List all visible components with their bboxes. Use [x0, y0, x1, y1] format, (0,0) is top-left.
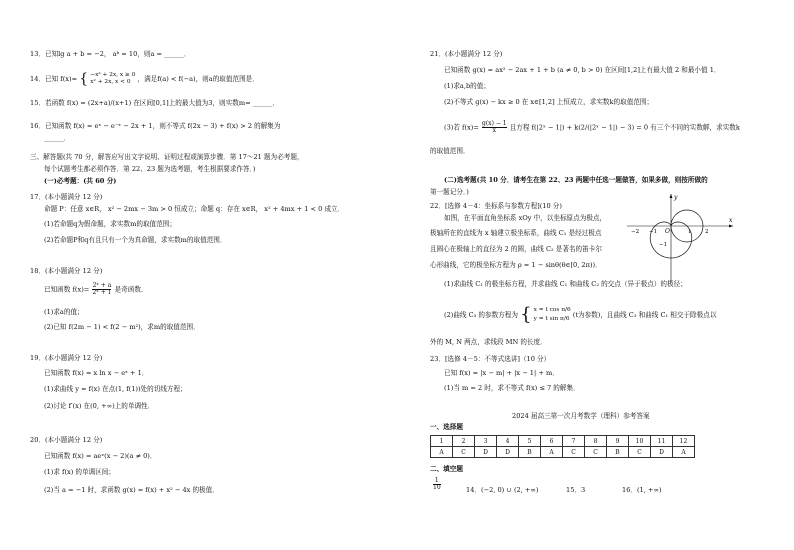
q18-prefix: 已知函数 — [44, 285, 71, 294]
answer-table-answer-row — [431, 447, 695, 458]
fill-15-answer: 15．3 — [566, 486, 586, 494]
answer-value-cell: C — [453, 447, 475, 458]
question-22-part2-end: 外的 M, N 两点，求线段 MN 的长度． — [430, 338, 547, 346]
q21-part3-suffix: 且方程 f(|2ˣ − 1|) + k(2/(|2ˣ − 1|) − 3) = 0 有三个不同的实数解，求实数k — [509, 123, 740, 132]
question-22-part2: (2)曲线 C₃ 的参数方程为 { x = t cos π/6 y = t sin π/6 (t为参数)，且曲线 C₃ 和曲线 C₁ 相交于除极点以 — [444, 304, 717, 325]
question-21-part1: (1)求a,b的值； — [444, 82, 490, 90]
q22-param-x: x = t cos π/6 — [533, 307, 571, 313]
answer-value-cell: C — [563, 447, 585, 458]
question-21-part3: (3)若 f(x)= $\frac{g(x) - 1}{x}$ 且方程 f(|2ˣ − 1|) + k(2/(|2ˣ − 1|) − 3) = 0 有三个不同的实数解，求实数k — [444, 120, 740, 134]
question-21-part3-end: 的取值范围． — [430, 147, 470, 155]
tick-label-neg2: −2 — [631, 229, 640, 235]
q21-fraction: $\frac{g(x) - 1}{x}$ — [482, 120, 507, 134]
answer-number-cell: 10 — [629, 436, 651, 447]
answer-value-cell: C — [629, 447, 651, 458]
answer-value-cell: A — [431, 447, 453, 458]
answer-section-choice: 一、选择题 — [430, 423, 463, 431]
origin-label: O — [665, 228, 670, 235]
q22-param-y: y = t sin π/6 — [533, 316, 570, 322]
question-22-line3: 且圆心在极轴上的直径为 2 的圆，曲线 C₂ 是著名的笛卡尔 — [430, 245, 602, 253]
answer-table — [430, 435, 695, 458]
answer-value-cell: B — [519, 447, 541, 458]
fill-13-denominator: 10 — [433, 484, 441, 491]
question-22-line1: 如图，在平面直角坐标系 xOy 中，以坐标原点为极点， — [444, 214, 607, 222]
question-17-title: 17．(本小题满分 12 分) — [30, 193, 103, 201]
question-18-stem: 已知函数 f(x)= $\frac{\text{2ˣ + a}}{\text{2ˣ + 1}}$ 是奇函数． — [44, 282, 148, 296]
question-23-part1: (1)当 m = 2 时，求不等式 f(x) ≤ 7 的解集． — [444, 384, 580, 392]
section-3-heading: 三、解答题(共 70 分，解答应写出文字说明、证明过程或演算步骤．第 17～21 题为必考题， — [30, 153, 304, 161]
fill-14-answer: 14．(−2, 0) ∪ (2, +∞) — [466, 486, 539, 494]
fill-13-fraction — [433, 478, 441, 491]
q14-piece1: −x² + 2x, x ≥ 0 — [90, 72, 136, 78]
answer-value-cell: A — [673, 447, 695, 458]
section-3-subheading: (一)必考题：(共 60 分) — [44, 177, 117, 185]
tick-label-1: 1 — [688, 229, 692, 235]
question-19-stem: 已知函数 f(x) = x ln x − eˣ + 1． — [44, 369, 149, 377]
question-18-part2: (2)已知 f(2m − 1) < f(2 − m²)，求m的取值范围． — [44, 323, 200, 331]
section-elective-line2: 第一题记分．) — [430, 188, 469, 196]
question-14: 14．已知 f(x)= { −x² + 2x, x ≥ 0 x² + 2x, x < 0 ，满足f(a) < f(−a)，则a的取值范围是． — [30, 71, 259, 87]
question-21-title: 21．(本小题满分 12 分) — [430, 50, 503, 58]
question-15: 15．若函数 f(x) = (2x+a)/(x+1) 在区间[0,1]上的最大值为3，则实数m= ______． — [30, 99, 280, 107]
question-22-line2: 极轴所在的直线为 x 轴建立极坐标系，曲线 C₁ 是经过极点 — [430, 229, 602, 237]
question-22-title: 22．[选修 4－4：坐标系与参数方程](10 分) — [430, 202, 562, 210]
section-elective-heading: (二)选考题(共 10 分．请考生在第 22、23 两题中任选一题做答，如果多做，则按所做的 — [444, 176, 708, 184]
question-22-line4: 心形曲线，它的极坐标方程为 ρ = 1 − sinθ(θ∈[0, 2π))． — [430, 261, 602, 269]
question-17-stem: 命题 P：任意 x∈R， x² − 2mx − 3m > 0 恒成立；命题 q：存在 x∈R， x² + 4mx + 1 < 0 成立． — [44, 205, 345, 213]
tick-label-2: 2 — [705, 229, 709, 235]
question-17-part2: (2)若命题P和q有且只有一个为真命题，求实数m的取值范围． — [44, 236, 227, 244]
answer-number-cell: 1 — [431, 436, 453, 447]
q18-suffix: 是奇函数． — [114, 285, 148, 294]
q22-part2-prefix: (2)曲线 C₃ 的参数方程为 — [444, 311, 518, 319]
question-20-part2: (2)当 a = −1 时，求函数 g(x) = f(x) + x² − 4x 的极值． — [44, 486, 219, 494]
answer-number-cell: 6 — [541, 436, 563, 447]
polar-curves-figure — [625, 192, 737, 284]
question-22-part1: (1)求曲线 C₁ 的极坐标方程，并求曲线 C₁ 和曲线 C₂ 的交点（异于极点）的极径； — [444, 280, 687, 288]
answer-number-cell: 12 — [673, 436, 695, 447]
question-19-part2: (2)讨论 f′(x) 在(0, +∞)上的单调性． — [44, 402, 155, 410]
x-axis-arrow — [729, 225, 733, 228]
question-20-stem: 已知函数 f(x) = aeˣ(x − 2)(a ≠ 0)． — [44, 452, 157, 460]
q22-part2-suffix: (t为参数)，且曲线 C₃ 和曲线 C₁ 相交于除极点以 — [572, 311, 717, 319]
question-21-part2: (2)不等式 g(x) − kx ≥ 0 在 x∈[1,2] 上恒成立，求实数k的取值范围； — [444, 98, 654, 106]
x-axis-label: x — [729, 217, 733, 224]
question-16-line1: 16．已知函数 f(x) = eˣ − e⁻ˣ − 2x + 1，则不等式 f(2x − 3) + f(x) > 2 的解集为 — [30, 122, 281, 130]
answer-value-cell: C — [585, 447, 607, 458]
fill-13-numerator: 1 — [434, 477, 439, 484]
y-axis-arrow — [670, 194, 673, 198]
answer-value-cell: B — [607, 447, 629, 458]
answer-number-cell: 5 — [519, 436, 541, 447]
answer-number-cell: 8 — [585, 436, 607, 447]
tick-label-y-neg1: −1 — [659, 242, 668, 248]
q18-denominator: 2ˣ + 1 — [92, 289, 112, 296]
answer-table-number-row — [431, 436, 695, 447]
tick-label-neg1: −1 — [649, 229, 658, 235]
q14-piece2: x² + 2x, x < 0 — [90, 79, 131, 85]
answer-number-cell: 2 — [453, 436, 475, 447]
section-3-line2: 每个试题考生都必须作答．第 22、23 题为选考题，考生根据要求作答．) — [44, 165, 256, 173]
q14-suffix: ，满足f(a) < f(−a)，则a的取值范围是． — [137, 75, 259, 83]
answer-value-cell: A — [541, 447, 563, 458]
q21-part3-prefix: (3)若 — [444, 123, 460, 132]
answer-number-cell: 3 — [475, 436, 497, 447]
answer-key-title: 2024 届高三第一次月考数学（理科）参考答案 — [512, 412, 650, 420]
question-18-title: 18．(本小题满分 12 分) — [30, 267, 103, 275]
question-23-stem: 已知 f(x) = |x − m| + |x − 1| + m． — [444, 369, 559, 377]
y-axis-label: y — [674, 194, 678, 201]
question-19-title: 19．(本小题满分 12 分) — [30, 354, 103, 362]
answer-number-cell: 7 — [563, 436, 585, 447]
fill-13-answer — [432, 478, 442, 491]
question-18-part1: (1)求a的值； — [44, 308, 84, 316]
question-20-title: 20．(本小题满分 12 分) — [30, 436, 103, 444]
answer-number-cell: 4 — [497, 436, 519, 447]
q18-fraction — [92, 283, 111, 296]
question-23-title: 23．[选修 4－5：不等式选讲]（10 分） — [430, 355, 551, 363]
q14-prefix: 14．已知 — [30, 75, 59, 83]
question-20-part1: (1)求 f(x) 的单调区间； — [44, 468, 115, 476]
question-21-stem: 已知函数 g(x) = ax² − 2ax + 1 + b (a ≠ 0, b > 0) 在区间[1,2]上有最大值 2 和最小值 1． — [444, 66, 721, 74]
answer-value-cell: D — [475, 447, 497, 458]
answer-number-cell: 9 — [607, 436, 629, 447]
question-13: 13．已知lg a + b = −2， aᵇ = 10，则a = ______． — [30, 50, 191, 58]
question-17-part1: (1)若命题q为假命题，求实数m的取值范围； — [44, 220, 176, 228]
fill-16-answer: 16．(1, +∞) — [622, 486, 662, 494]
question-19-part1: (1)求曲线 y = f(x) 在点(1, f(1))处的切线方程； — [44, 385, 187, 393]
q18-numerator: 2ˣ + a — [92, 282, 112, 289]
question-16-line2: ______． — [44, 134, 71, 142]
answer-value-cell: D — [651, 447, 673, 458]
answer-number-cell: 11 — [651, 436, 673, 447]
answer-value-cell: D — [497, 447, 519, 458]
answer-section-fill: 二、填空题 — [430, 465, 463, 473]
